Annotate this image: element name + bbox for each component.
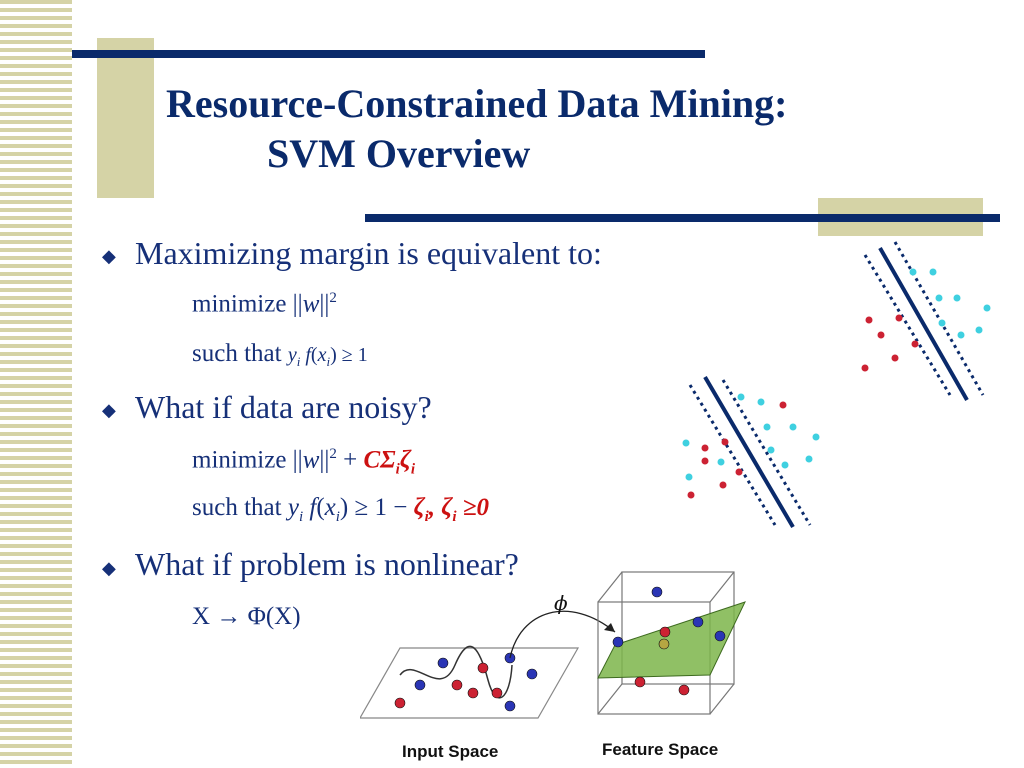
input-space-plane	[360, 648, 578, 718]
decision-boundary	[705, 377, 793, 527]
margin-line-left	[865, 255, 950, 395]
svm-margin-diagram	[855, 240, 1005, 410]
bullet-diamond-icon: ◆	[102, 246, 116, 266]
svm-noisy-diagram	[675, 375, 835, 535]
feature-mixed-point	[659, 639, 669, 649]
bullet-2-text: What if data are noisy?	[135, 389, 432, 425]
bullet-1-text: Maximizing margin is equivalent to:	[135, 235, 602, 271]
bullet-1-line-1: minimize $||w||^2$	[192, 290, 337, 318]
bullet-3-line-1: X → Φ(X)	[192, 603, 301, 630]
bullet-1-line-2: such that $y_i$ $f(x_i) \ge 1$	[192, 340, 368, 369]
cyan-points	[683, 394, 820, 481]
bullet-diamond-icon: ◆	[102, 558, 116, 578]
slide-title-line1: Resource-Constrained Data Mining:	[166, 81, 788, 126]
margin-line-right	[723, 380, 810, 525]
title-top-rule	[72, 50, 705, 58]
title-tan-block	[97, 38, 154, 198]
bullet-2-line-2: such that $y_i$ $f(x_i) \ge 1 - \zeta_i$, $\zeta_i \ge 0$	[192, 494, 489, 525]
decision-boundary	[880, 248, 967, 400]
kernel-mapping-figure	[360, 570, 780, 735]
left-stripe-decoration	[0, 0, 72, 768]
cyan-points	[910, 269, 991, 339]
slide-title-line2: SVM Overview	[267, 131, 531, 176]
phi-symbol: ϕ	[554, 591, 568, 615]
right-arrow-icon: →	[216, 603, 242, 630]
input-space-label: Input Space	[402, 742, 499, 761]
title-bottom-rule	[365, 214, 1000, 222]
bullet-diamond-icon: ◆	[102, 400, 116, 420]
margin-line-left	[690, 385, 775, 525]
margin-line-right	[895, 242, 983, 395]
bullet-2-line-1: minimize $||w||^2 + C\Sigma_i\zeta_i$	[192, 446, 416, 478]
feature-space-label: Feature Space	[602, 740, 719, 759]
bullet-3-text: What if problem is nonlinear?	[135, 546, 519, 582]
red-points	[862, 315, 919, 372]
